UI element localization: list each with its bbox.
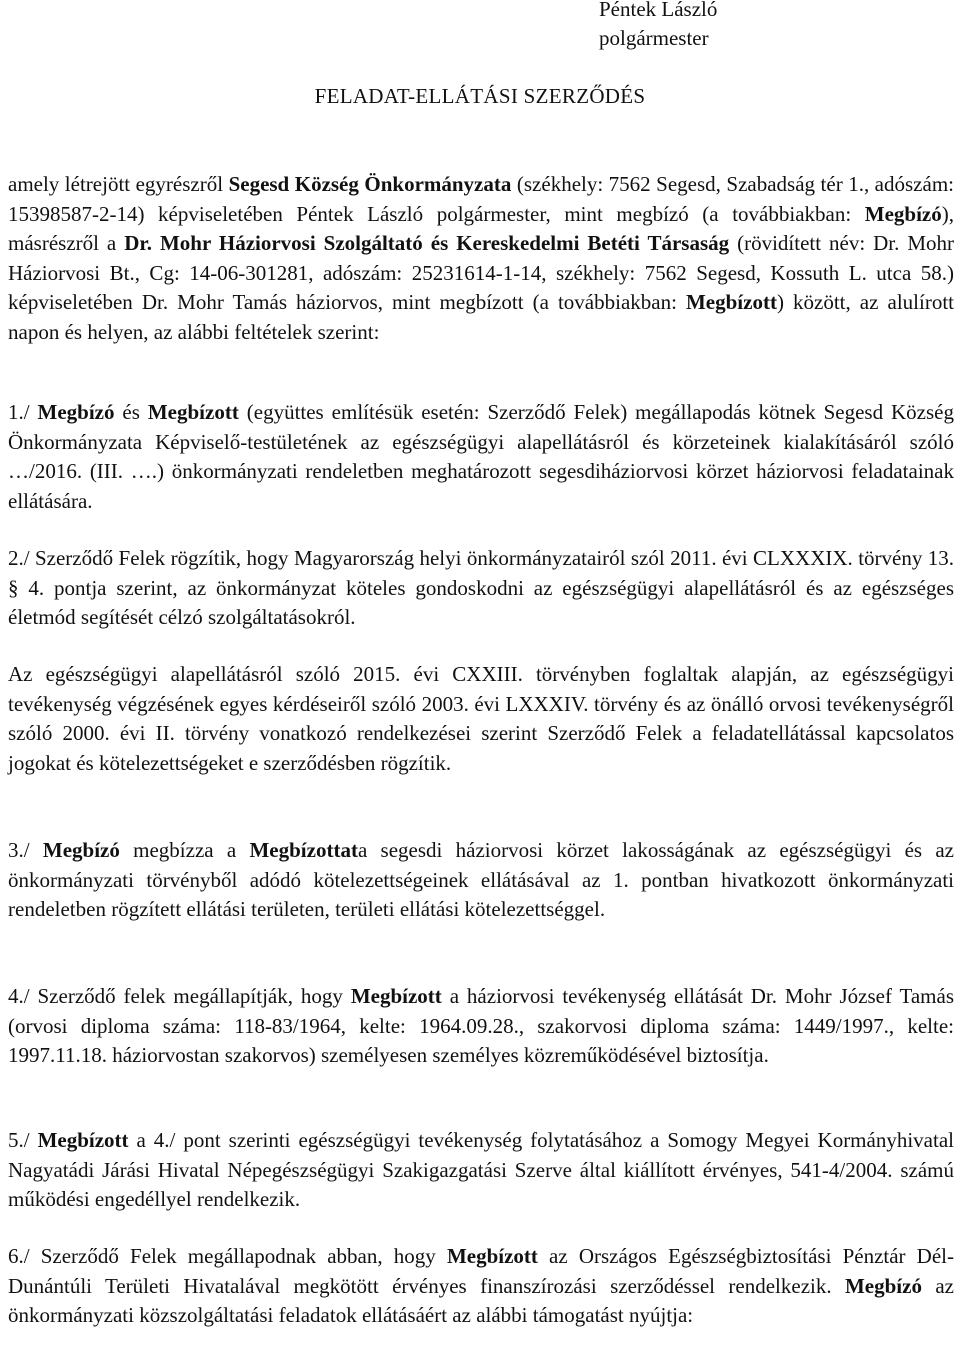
bold-term: Megbízott [685,290,777,315]
text-run: (székhely: 7562 Segesd, Szabadság tér 1., adószám: 15398587-2-14) képviseletében Péntek László polgármester, mint megbízó (a továbbiakban: [8,172,954,226]
bold-term: Megbízott [350,984,442,1008]
bold-term: Megbízott [37,1128,129,1152]
paragraph-text [8,660,954,778]
text-run: ), másrészről a [8,201,954,256]
paragraph-text [8,1126,954,1215]
bold-term: Megbízó [864,201,942,226]
text-run: 2./ Szerződő Felek rögzítik, hogy Magyarország helyi önkormányzatairól szól 2011. évi CLXXXIX. törvény 13. § 4. pontja szerint, az önkormányzat köteles gondoskodni az egészségügyi alapellátásról és az egészséges életmód segítését célzó szolgáltatásokról. [8,546,954,630]
paragraph-text [8,170,954,348]
section-2 [8,544,954,633]
text-run: ) között, az alulírott napon és helyen, az alábbi feltételek szerint: [8,290,954,344]
signatory-role: polgármester [599,26,709,50]
text-run: 4./ Szerződő felek megállapítják, hogy [8,984,351,1008]
paragraph-text [8,836,954,925]
section-3 [8,836,954,925]
bold-term: Megbízó [844,1273,922,1298]
bold-term: Megbízott [446,1244,538,1268]
signatory-header [599,0,717,53]
text-run: és [114,400,148,424]
text-run: az önkormányzati közszolgáltatási feladatok ellátásáért az alábbi támogatást nyújtja: [8,1273,954,1328]
text-run: megbízza a [119,838,250,862]
text-run: a segesdi háziorvosi körzet lakosságának az egészségügyi és az önkormányzati törvényből adódó kötelezettségeinek ellátásával az 1. pontban hivatkozott önkormányzati rendeletben rögzített ellátási területen, területi ellátási kötelezettséggel. [8,838,954,922]
paragraph-text [8,544,954,633]
text-run: 3./ [8,838,43,862]
paragraph-text [8,398,954,516]
bold-term: Megbízottat [249,838,358,862]
text-run: 1./ [8,400,38,424]
bold-term: Megbízó [42,838,120,862]
intro-paragraph [8,170,954,348]
document-title: FELADAT-ELLÁTÁSI SZERZŐDÉS [314,84,646,108]
paragraph-text [8,982,954,1071]
paragraph-text [8,1242,954,1331]
section-5 [8,1126,954,1215]
bold-term: Segesd Község Önkormányzata [228,172,512,196]
text-run: a háziorvosi tevékenység ellátását Dr. Mohr József Tamás (orvosi diploma száma: 118-83/1964, kelte: 1964.09.28., szakorvosi diploma száma: 1449/1997., kelte: 1997.11.18. háziorvostan szakorvos) személyesen személyes közreműködésével biztosítja. [8,984,955,1068]
text-run: az Országos Egészségbiztosítási Pénztár Dél-Dunántúli Területi Hivatalával megkötött érvényes finanszírozási szerződéssel rendelkezik. [8,1244,954,1298]
section-1 [8,398,954,516]
text-run: 5./ [8,1128,38,1152]
section-4 [8,982,954,1071]
section-6 [8,1242,954,1331]
text-run: Az egészségügyi alapellátásról szóló 2015. évi CXXIII. törvényben foglaltak alapján, az egészségügyi tevékenység végzésének egyes kérdéseiről szóló 2003. évi LXXXIV. törvény és az önálló orvosi tevékenységről szóló 2000. évi II. törvény vonatkozó rendelkezései szerint Szerződő Felek a feladatellátással kapcsolatos jogokat és kötelezettségeket e szerződésben rögzítik. [8,662,954,775]
signatory-name: Péntek László [599,0,718,21]
text-run: 6./ Szerződő Felek megállapodnak abban, hogy [8,1244,447,1268]
text-run: amely létrejött egyrészről [8,172,229,196]
text-run: (rövidített név: Dr. Mohr Háziorvosi Bt., Cg: 14-06-301281, adószám: 25231614-1-14, székhely: 7562 Segesd, Kossuth L. utca 58.) képviseletében Dr. Mohr Tamás háziorvos, mint megbízott (a továbbiakban: [8,231,954,315]
section-2-continued [8,660,954,778]
text-run: (együttes említésük esetén: Szerződő Felek) megállapodás kötnek Segesd Község Önkormányzata Képviselő-testületének az egészségügyi alapellátásról és körzeteinek kialakításáról szóló …/2016. (III. ….) önkormányzati rendeletben meghatározott segesdiháziorvosi körzet háziorvosi feladatainak ellátására. [8,400,954,513]
bold-term: Megbízott [147,400,239,424]
bold-term: Megbízó [37,400,115,424]
text-run: a 4./ pont szerinti egészségügyi tevékenység folytatásához a Somogy Megyei Kormányhivatal Nagyatádi Járási Hivatal Népegészségügyi Szakigazgatási Szerve által kiállított érvényes, 541-4/2004. számú működési engedéllyel rendelkezik. [8,1128,954,1212]
bold-term: Dr. Mohr Háziorvosi Szolgáltató és Kereskedelmi Betéti Társaság [124,231,730,256]
